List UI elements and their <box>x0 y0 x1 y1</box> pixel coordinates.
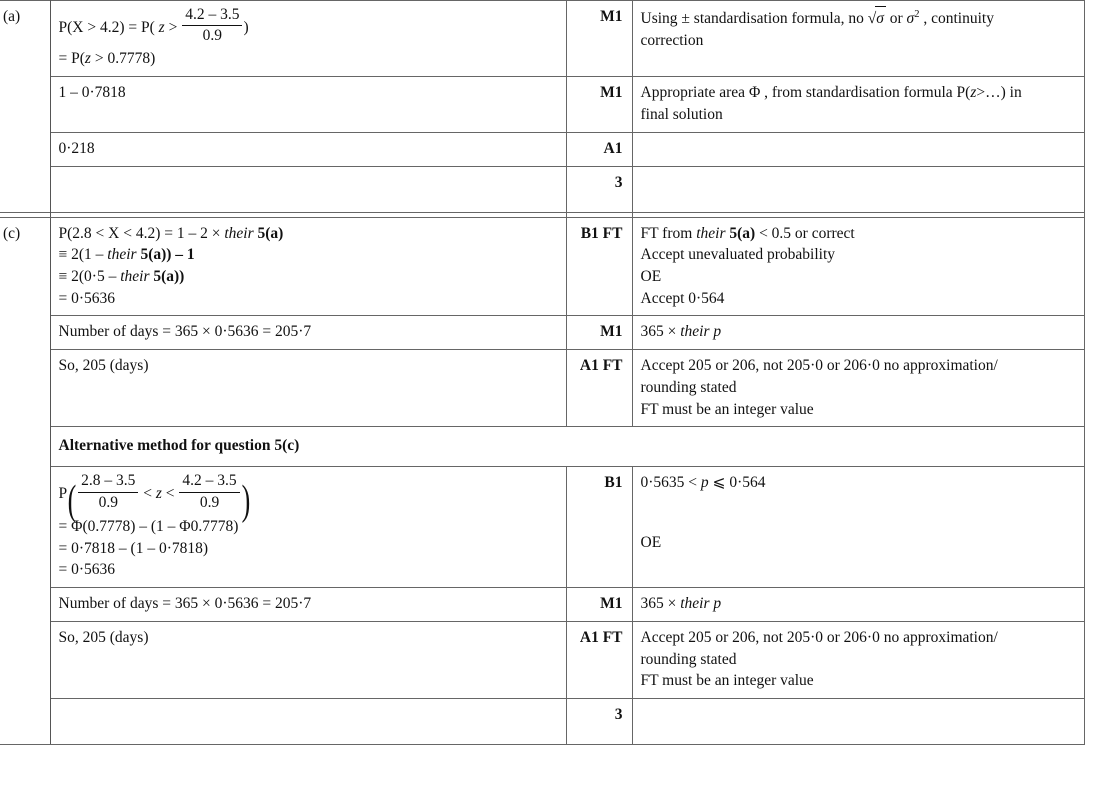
comment-line: Accept 0·564 <box>640 289 725 307</box>
question-part-a: (a) <box>0 1 50 213</box>
mark-cell: A1 FT <box>566 622 632 699</box>
comment-line: OE <box>640 267 662 285</box>
working-line: P(2.8 < X < 4.2) = 1 – 2 × their 5(a) <box>58 224 284 242</box>
table-row <box>0 588 1084 622</box>
comment-line: rounding stated <box>640 650 737 668</box>
comment-line: Accept 205 or 206, not 205·0 or 206·0 no approximation/ <box>640 629 998 647</box>
comment-line: Using ± standardisation formula, no √σ or $\sigma^2$ , continuity <box>641 6 1076 30</box>
spacer <box>641 513 1076 532</box>
comment-cell <box>632 217 1084 316</box>
sqrt-sigma: √σ <box>868 6 886 30</box>
comment-cell <box>632 588 1084 622</box>
working-cell <box>50 350 566 427</box>
working-line: ≡ 2(1 – their 5(a)) – 1 <box>58 246 195 264</box>
mark-total-cell: 3 <box>566 699 632 745</box>
comment-line: 0·5635 < p ⩽ 0·564 <box>640 474 766 492</box>
mark-cell: M1 <box>566 316 632 350</box>
mark-cell: M1 <box>566 1 632 77</box>
spacer <box>641 494 1076 513</box>
comment-line: Accept unevaluated probability <box>640 246 836 264</box>
mark-cell: M1 <box>566 588 632 622</box>
working-line: 0·218 <box>58 139 95 157</box>
working-cell <box>50 699 566 745</box>
comment-line: FT must be an integer value <box>640 672 814 690</box>
mark-total-cell: 3 <box>566 166 632 212</box>
comment-cell <box>632 316 1084 350</box>
comment-line: rounding stated <box>640 379 737 396</box>
comment-cell <box>632 622 1084 699</box>
spacer <box>59 104 558 123</box>
comment-line: Appropriate area Φ , from standardisation formula P(z>…) in <box>640 83 1022 101</box>
working-cell <box>50 1 566 77</box>
fraction: $\frac{2.8 - 3.5}{0.9}$ <box>78 472 138 512</box>
working-line: Number of days = 365 × 0·5636 = 205·7 <box>58 323 312 341</box>
comment-line: FT from their 5(a) < 0.5 or correct <box>640 224 855 242</box>
alternative-method-heading: Alternative method for question 5(c) <box>50 427 1084 467</box>
right-paren: ) <box>241 477 251 524</box>
table-row <box>0 316 1084 350</box>
working-line: = 0·7818 – (1 – 0·7818) <box>58 539 209 557</box>
working-line: = Φ(0.7778) – (1 – Φ0.7778) <box>58 517 239 535</box>
working-cell <box>50 467 566 588</box>
comment-line: FT must be an integer value <box>640 400 814 418</box>
mark-cell: A1 <box>566 132 632 166</box>
comment-line: OE <box>640 534 662 552</box>
table-row <box>0 622 1084 699</box>
working-cell <box>50 217 566 316</box>
alternative-method-row <box>0 427 1084 467</box>
working-line: P( $\frac{2.8 - 3.5}{0.9}$ < z < $\frac{4.2 - 3.5}{0.9}$ ) <box>58 472 251 524</box>
spacer <box>59 377 558 396</box>
working-cell <box>50 76 566 132</box>
table-row <box>0 76 1084 132</box>
working-line: = P(z > 0.7778) <box>58 49 156 67</box>
comment-cell <box>632 467 1084 588</box>
comment-cell <box>632 350 1084 427</box>
spacer <box>59 649 558 668</box>
comment-line: final solution <box>640 105 723 123</box>
comment-line: 365 × their p <box>640 595 722 613</box>
working-cell <box>50 316 566 350</box>
mark-cell: M1 <box>566 76 632 132</box>
working-line: 1 – 0·7818 <box>58 83 126 101</box>
table-row <box>0 217 1084 316</box>
working-cell <box>50 166 566 212</box>
comment-cell <box>632 1 1084 77</box>
comment-line: Accept 205 or 206, not 205·0 or 206·0 no approximation/ <box>640 357 998 375</box>
comment-cell <box>632 166 1084 212</box>
fraction: $\frac{4.2 - 3.5}{0.9}$ <box>179 472 239 512</box>
table-row <box>0 699 1084 745</box>
table-row <box>0 467 1084 588</box>
working-cell <box>50 622 566 699</box>
table-row <box>0 132 1084 166</box>
left-paren: ( <box>67 477 77 524</box>
table-row <box>0 350 1084 427</box>
fraction: $\frac{4.2 - 3.5}{0.9}$ <box>182 6 242 46</box>
comment-cell <box>632 132 1084 166</box>
working-line: ≡ 2(0·5 – their 5(a)) <box>58 267 185 285</box>
working-cell <box>50 588 566 622</box>
table-row <box>0 166 1084 212</box>
comment-line: 365 × their p <box>640 323 722 341</box>
mark-cell: A1 FT <box>566 350 632 427</box>
working-line: P(X > 4.2) = P( z > $\frac{4.2 - 3.5}{0.9}$ ) <box>58 6 249 45</box>
table-row <box>0 1 1084 77</box>
comment-cell <box>632 699 1084 745</box>
working-line: = 0·5636 <box>58 561 116 579</box>
working-line: So, 205 (days) <box>58 357 149 375</box>
comment-cell <box>632 76 1084 132</box>
working-cell <box>50 132 566 166</box>
working-line: = 0·5636 <box>58 289 116 307</box>
comment-line: correction <box>640 32 704 49</box>
mark-cell: B1 <box>566 467 632 588</box>
working-line: So, 205 (days) <box>58 629 149 647</box>
working-line: Number of days = 365 × 0·5636 = 205·7 <box>58 595 312 613</box>
question-part-c: (c) <box>0 217 50 427</box>
mark-cell: B1 FT <box>566 217 632 316</box>
